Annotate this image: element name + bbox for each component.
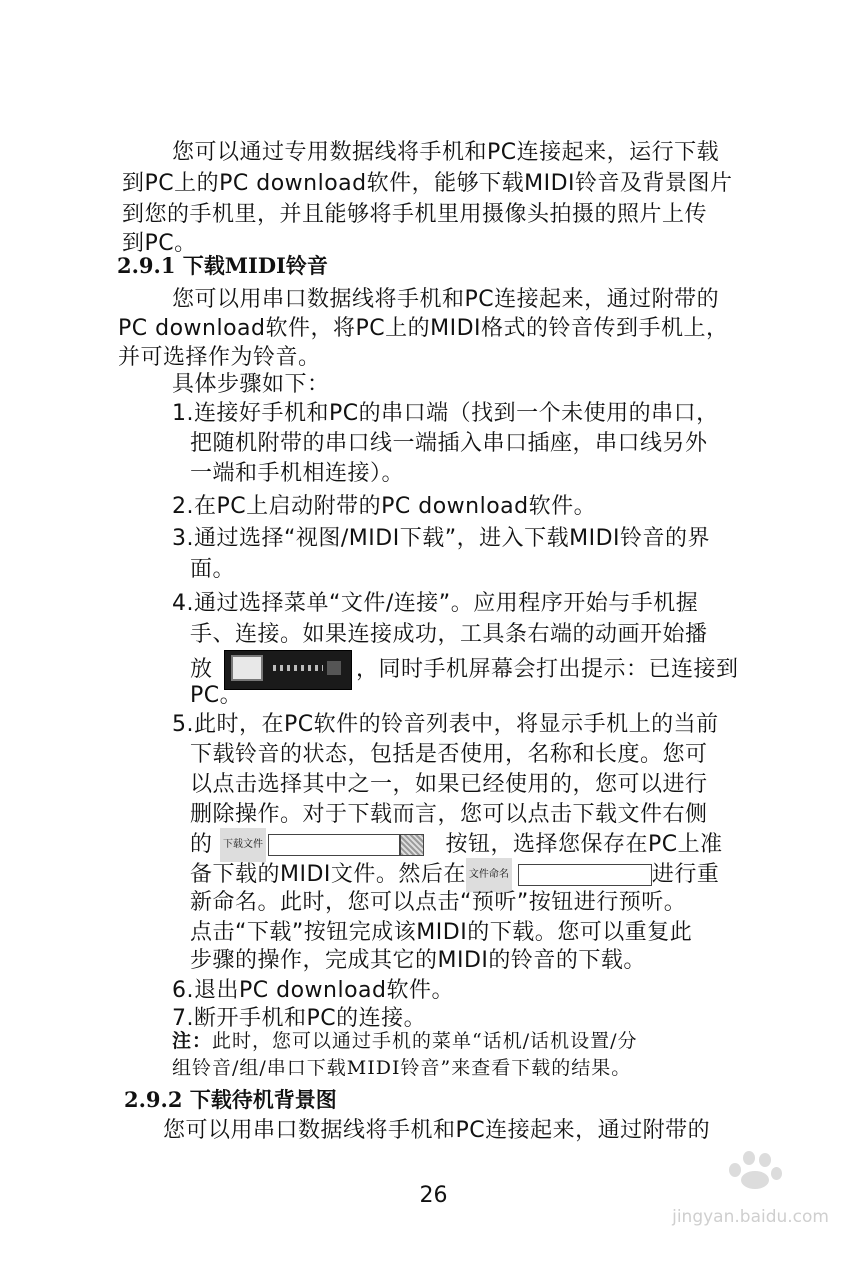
step4-line-3-end: ，同时手机屏幕会打出提示：已连接到 [356, 657, 739, 682]
steps-intro: 具体步骤如下： [172, 372, 330, 397]
step5-line-9: 步骤的操作，完成其它的MIDI的铃音的下载。 [190, 948, 646, 973]
paw-icon [725, 1149, 785, 1189]
step5-line-5 [190, 828, 723, 862]
step4-line-4: PC。 [190, 683, 243, 708]
browse-button[interactable] [400, 834, 424, 856]
section-heading-2-9-2: 2.9.2 下载待机背景图 [124, 1087, 337, 1112]
step5-line-4: 删除操作。对于下载而言，您可以点击下载文件右侧 [190, 802, 708, 827]
section2-para-line-1: 您可以用串口数据线将手机和PC连接起来，通过附带的 [163, 1118, 711, 1143]
baidu-watermark [629, 1153, 829, 1245]
section1-para-line-1: 您可以用串口数据线将手机和PC连接起来，通过附带的 [172, 287, 720, 312]
rename-file-input[interactable] [518, 864, 652, 886]
step5-line-2: 下载铃音的状态，包括是否使用，名称和长度。您可 [190, 742, 708, 767]
section1-para-line-2: PC download软件，将PC上的MIDI格式的铃音传到手机上， [118, 316, 729, 341]
step5-line-7: 新命名。此时，您可以点击“预听”按钮进行预听。 [190, 890, 687, 915]
note-line-2: 组铃音/组/串口下载MIDI铃音”来查看下载的结果。 [172, 1057, 632, 1079]
section-heading-2-9-1: 2.9.1 下载MIDI铃音 [117, 253, 328, 278]
intro-line-4: 到PC。 [122, 231, 197, 256]
note-text-1: 此时，您可以通过手机的菜单“话机/话机设置/分 [212, 1030, 638, 1052]
step1-line-1: 1.连接好手机和PC的串口端（找到一个未使用的串口， [172, 401, 719, 426]
step1-line-3: 一端和手机相连接）。 [190, 461, 405, 486]
note-line-1 [172, 1027, 638, 1055]
intro-line-2: 到PC上的PC download软件，能够下载MIDI铃音及背景图片 [122, 171, 733, 196]
note-label: 注： [172, 1030, 213, 1052]
step4-line-3-start: 放 [190, 657, 213, 682]
watermark-url: jingyan.baidu.com [672, 1207, 829, 1227]
step5-line-6-start: 备下载的MIDI文件。然后在 [190, 862, 466, 887]
step7: 7.断开手机和PC的连接。 [172, 1006, 427, 1031]
section1-para-line-3: 并可选择作为铃音。 [118, 345, 321, 370]
intro-line-1: 您可以通过专用数据线将手机和PC连接起来，运行下载 [172, 140, 720, 165]
download-file-label: 下载文件 [220, 828, 266, 862]
step5-line-6 [190, 858, 719, 892]
rename-file-label: 文件命名 [466, 858, 512, 892]
step5-line-5-end: 按钮，选择您保存在PC上准 [445, 832, 723, 857]
step3-line-1: 3.通过选择“视图/MIDI下载”，进入下载MIDI铃音的界 [172, 526, 710, 551]
page-number: 26 [419, 1183, 448, 1208]
step5-line-5-start: 的 [190, 832, 213, 857]
toolbar-animation-image [224, 650, 352, 690]
step3-line-2: 面。 [190, 557, 236, 582]
monitor-icon [231, 655, 263, 681]
step5-line-1: 5.此时，在PC软件的铃音列表中，将显示手机上的当前 [172, 712, 719, 737]
download-file-input[interactable] [268, 834, 400, 856]
step5-line-6-end: 进行重 [651, 862, 720, 887]
step4-line-1: 4.通过选择菜单“文件/连接”。应用程序开始与手机握 [172, 591, 699, 616]
step4-line-3 [190, 650, 739, 690]
intro-line-3: 到您的手机里，并且能够将手机里用摄像头拍摄的照片上传 [122, 202, 708, 227]
step6: 6.退出PC download软件。 [172, 978, 454, 1003]
step1-line-2: 把随机附带的串口线一端插入串口插座，串口线另外 [190, 431, 708, 456]
step5-line-3: 以点击选择其中之一，如果已经使用的，您可以进行 [190, 772, 708, 797]
step4-line-2: 手、连接。如果连接成功，工具条右端的动画开始播 [190, 622, 708, 647]
step2: 2.在PC上启动附带的PC download软件。 [172, 494, 597, 519]
step5-line-8: 点击“下载”按钮完成该MIDI的下载。您可以重复此 [190, 920, 693, 945]
